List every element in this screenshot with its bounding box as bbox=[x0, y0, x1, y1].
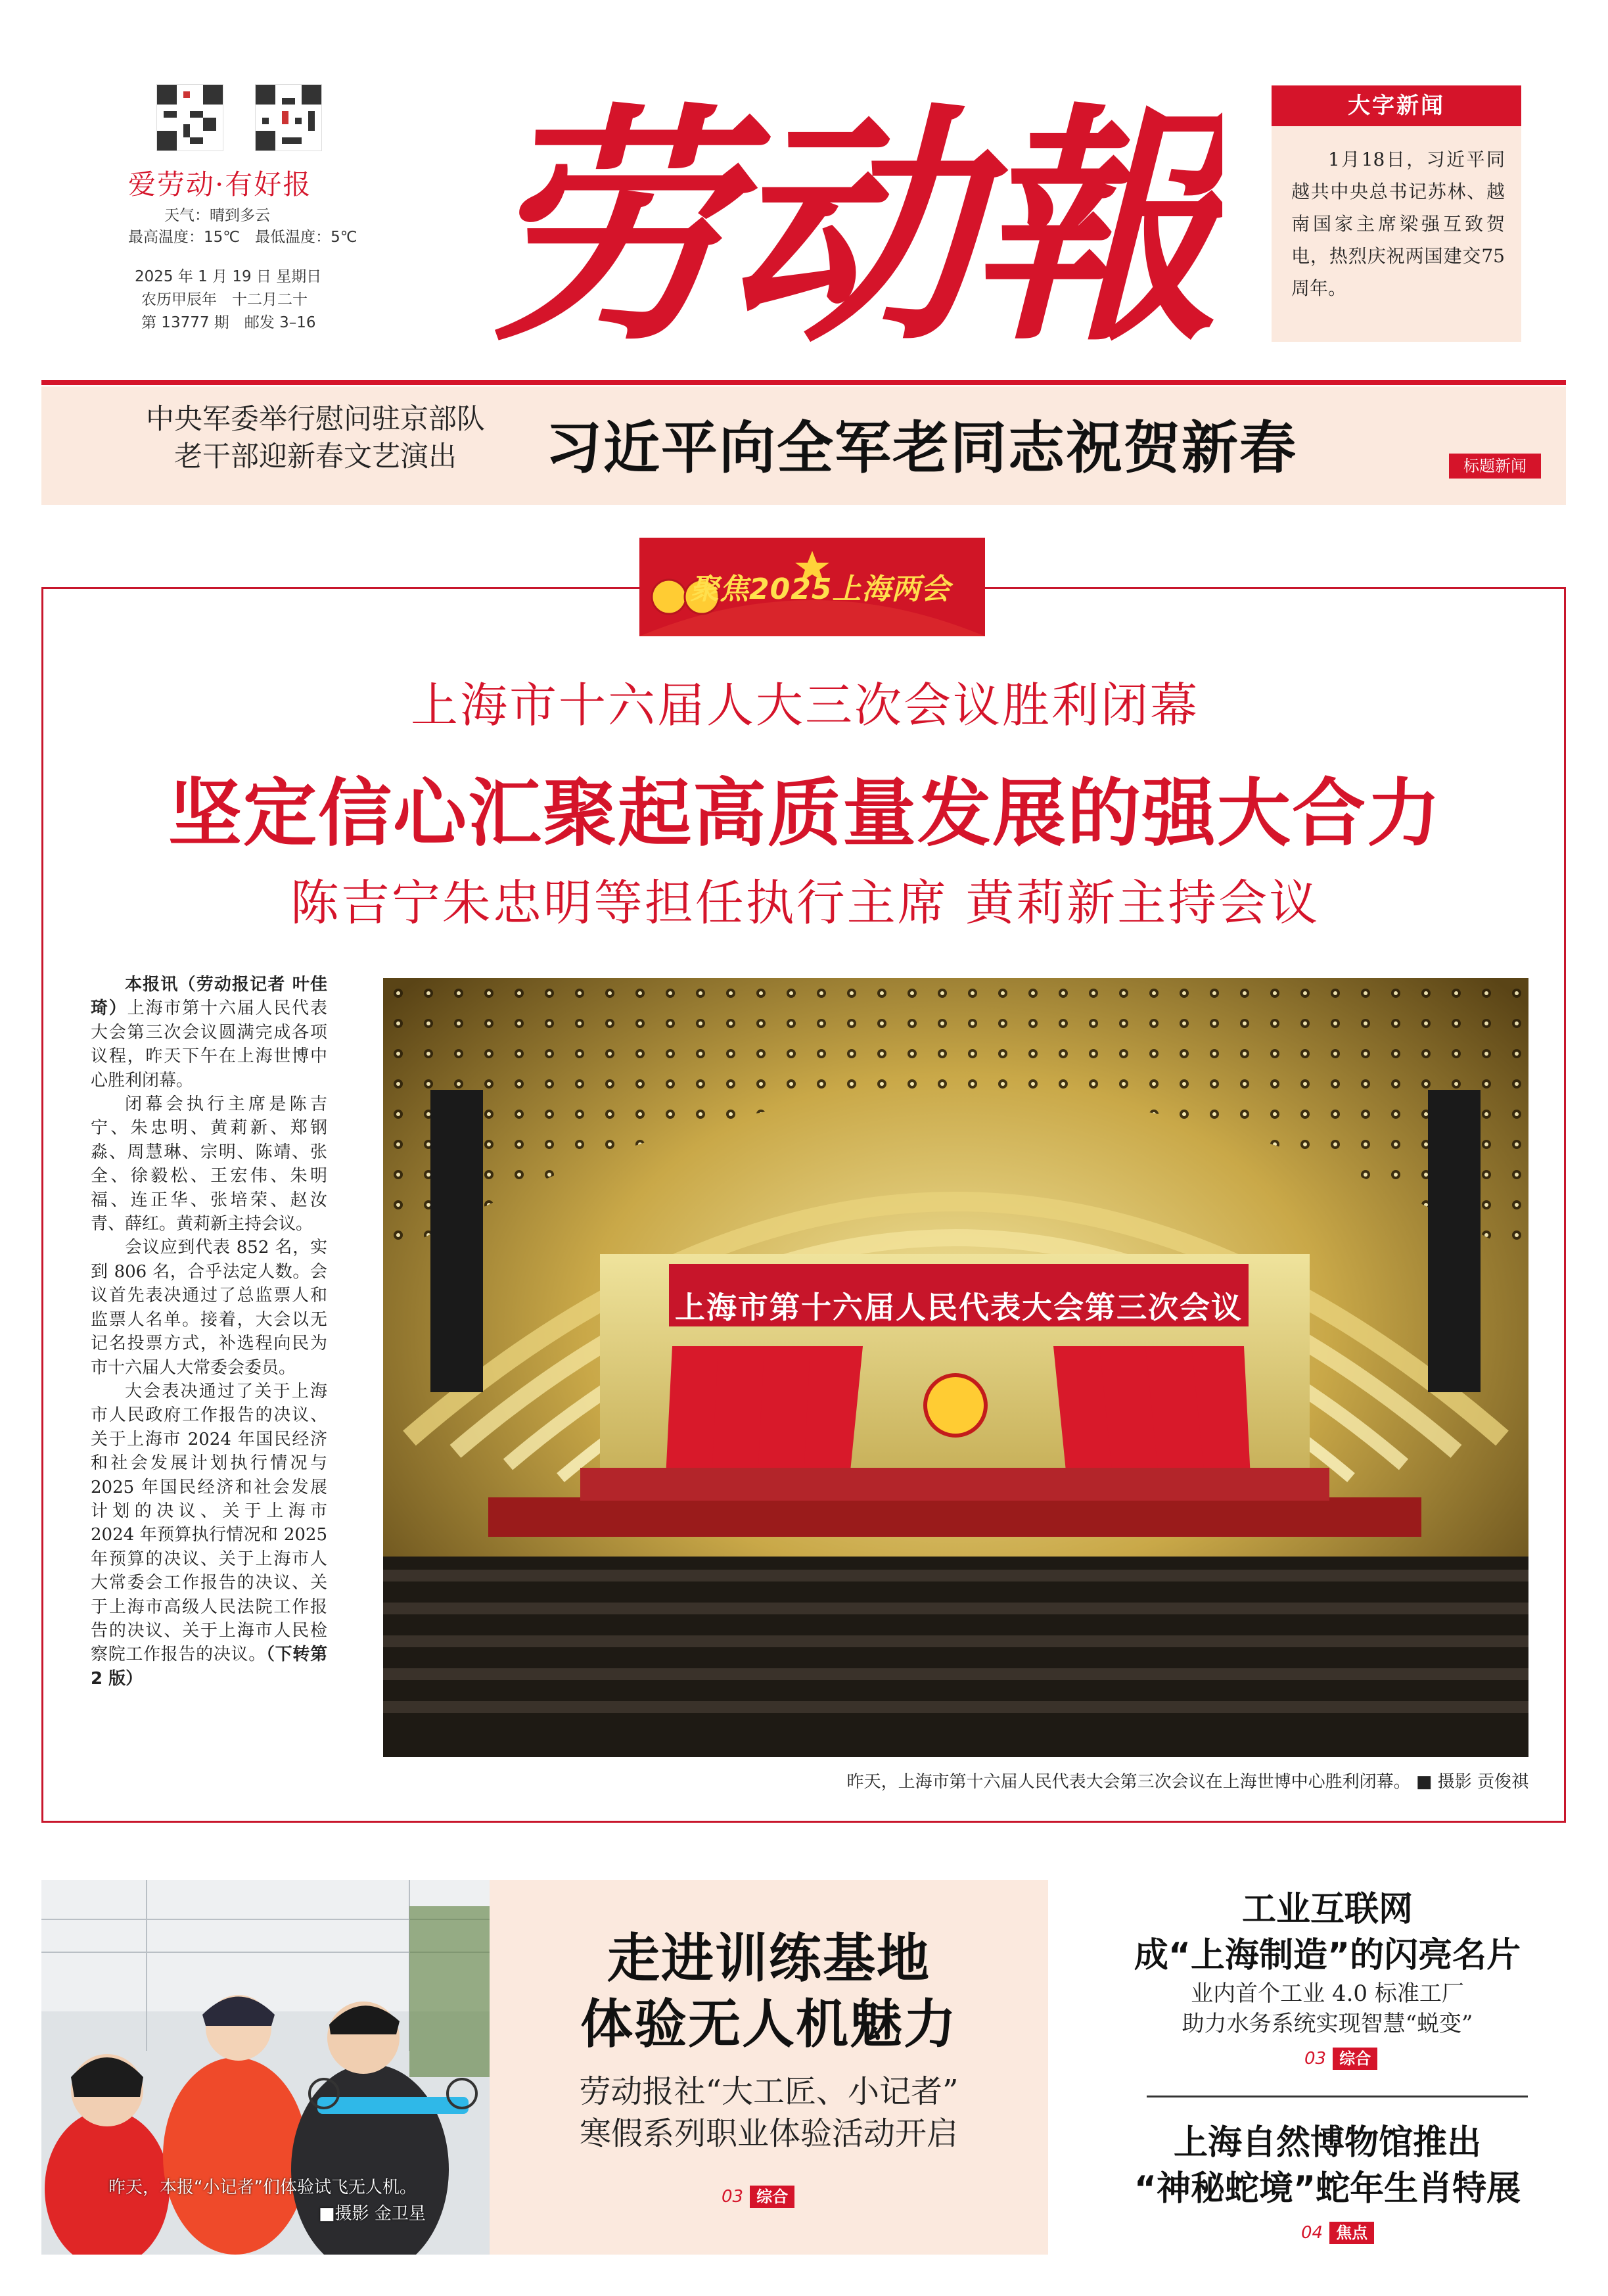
feature-section-tag: 综合 bbox=[750, 2186, 794, 2208]
lead-paragraph: 本报讯（劳动报记者 叶佳琦）上海市第十六届人民代表大会第三次会议圆满完成各项议程，昨天下午在上海世博中心胜利闭幕。 bbox=[91, 975, 327, 1090]
weather-text: 天气：晴到多云 bbox=[164, 207, 270, 224]
strip-side-line2: 老干部迎新春文艺演出 bbox=[174, 440, 457, 473]
qr-code-right[interactable] bbox=[255, 84, 322, 151]
lunar-date: 农历甲辰年 十二月二十 bbox=[141, 291, 308, 308]
issue-number: 第 13777 期 邮发 3–16 bbox=[141, 314, 316, 331]
drone-icon bbox=[317, 2097, 469, 2114]
lead-paragraph: 闭幕会执行主席是陈吉宁、朱忠明、黄莉新、郑钢淼、周慧琳、宗明、陈靖、张全、徐毅松、王宏伟、朱明福、连正华、张培荣、赵汝青、薛红。黄莉新主持会议。 bbox=[91, 1094, 327, 1234]
strip-side-line1: 中央军委举行慰问驻京部队 bbox=[146, 403, 485, 436]
flash-news-label: 大字新闻 bbox=[1272, 85, 1521, 126]
side-story-1-subheadline: 业内首个工业 4.0 标准工厂 助力水务系统实现智慧“蜕变” bbox=[1182, 1980, 1473, 2037]
temperature-text: 最高温度：15℃ 最低温度：5℃ bbox=[128, 229, 357, 246]
national-emblem-icon bbox=[925, 1375, 986, 1436]
strip-side-headline[interactable] bbox=[112, 401, 519, 476]
lead-paragraph: 会议应到代表 852 名，实到 806 名，合乎法定人数。会议首先表决通过了总监票人和监票人名单。接着，大会以无记名投票方式，补选程向民为市十六届人大常委会委员。 bbox=[91, 1238, 327, 1378]
drone-photo-credit: ■摄影 金卫星 bbox=[319, 2204, 426, 2224]
emblem-icon bbox=[652, 580, 686, 614]
flash-news-text[interactable]: 1月18日，习近平同越共中央总书记苏林、越南国家主席梁强互致贺电，热烈庆祝两国建交75周年。 bbox=[1291, 149, 1505, 299]
side-story-1-section-tag: 综合 bbox=[1333, 2048, 1377, 2070]
qr-code-left[interactable] bbox=[156, 84, 223, 151]
lead-subheadline[interactable]: 陈吉宁朱忠明等担任执行主席 黄莉新主持会议 bbox=[290, 875, 1320, 931]
masthead-logo-text: 劳动報 bbox=[483, 81, 1212, 375]
masthead-logo bbox=[473, 39, 1222, 381]
continued-note[interactable]: （下转第 2 版） bbox=[91, 1645, 327, 1689]
side-divider bbox=[1147, 2096, 1528, 2097]
lead-kicker[interactable]: 上海市十六届人大三次会议胜利闭幕 bbox=[410, 678, 1199, 733]
side-story-1-page-ref[interactable]: 03 综合 bbox=[1304, 2048, 1377, 2070]
side-story-2-page-ref[interactable]: 04 焦点 bbox=[1301, 2222, 1374, 2244]
lead-byline: 本报讯（劳动报记者 叶佳琦） bbox=[91, 975, 327, 1019]
strip-tag: 标题新闻 bbox=[1449, 454, 1541, 479]
photo-caption: 昨天，上海市第十六届人民代表大会第三次会议在上海世博中心胜利闭幕。 ■ 摄影 贡俊祺 bbox=[846, 1772, 1528, 1792]
side-story-2-headline[interactable]: 上海自然博物馆推出 “神秘蛇境”蛇年生肖特展 bbox=[1134, 2123, 1521, 2209]
side-story-2-section-tag: 焦点 bbox=[1329, 2222, 1374, 2244]
strip-main-headline[interactable]: 习近平向全军老同志祝贺新春 bbox=[545, 415, 1297, 481]
feature-page-ref[interactable]: 03 综合 bbox=[722, 2186, 794, 2208]
feature-headline[interactable]: 走进训练基地 体验无人机魅力 bbox=[580, 1928, 957, 2055]
speaker-right bbox=[1428, 1090, 1481, 1392]
drone-photo-caption: 昨天，本报“小记者”们体验试飞无人机。 ■摄影 金卫星 bbox=[108, 2174, 476, 2227]
side-story-1-headline[interactable]: 工业互联网 成“上海制造”的闪亮名片 bbox=[1134, 1890, 1521, 1975]
feature-subheadline: 劳动报社“大工匠、小记者” 寒假系列职业体验活动开启 bbox=[579, 2073, 959, 2152]
lead-paragraph: 大会表决通过了关于上海市人民政府工作报告的决议、关于上海市 2024 年国民经济和社会发展计划执行情况与 2025 年国民经济和社会发展计划的决议、关于上海市 2024 年预算执行情况和 2025 年预算的决议、关于上海市人大常委会工作报告的决议、关于上海市高级人民法院工作报告的决议、关于上海市人民检察院工作报告的决议。（下转第 2 版） bbox=[91, 1381, 327, 1689]
masthead-rule bbox=[41, 380, 1566, 385]
lead-body bbox=[91, 973, 327, 1691]
brand-slogan: 爱劳动·有好报 bbox=[128, 168, 312, 200]
lead-headline[interactable]: 坚定信心汇聚起高质量发展的强大合力 bbox=[168, 771, 1442, 856]
assembly-hall-image bbox=[383, 978, 1528, 1757]
focus-banner-text: 聚焦2025上海两会 bbox=[690, 573, 951, 606]
assembly-hall-photo[interactable] bbox=[383, 978, 1528, 1757]
speaker-left bbox=[430, 1090, 483, 1392]
publication-date: 2025 年 1 月 19 日 星期日 bbox=[135, 268, 322, 285]
hall-banner-text: 上海市第十六届人民代表大会第三次会议 bbox=[675, 1290, 1243, 1325]
